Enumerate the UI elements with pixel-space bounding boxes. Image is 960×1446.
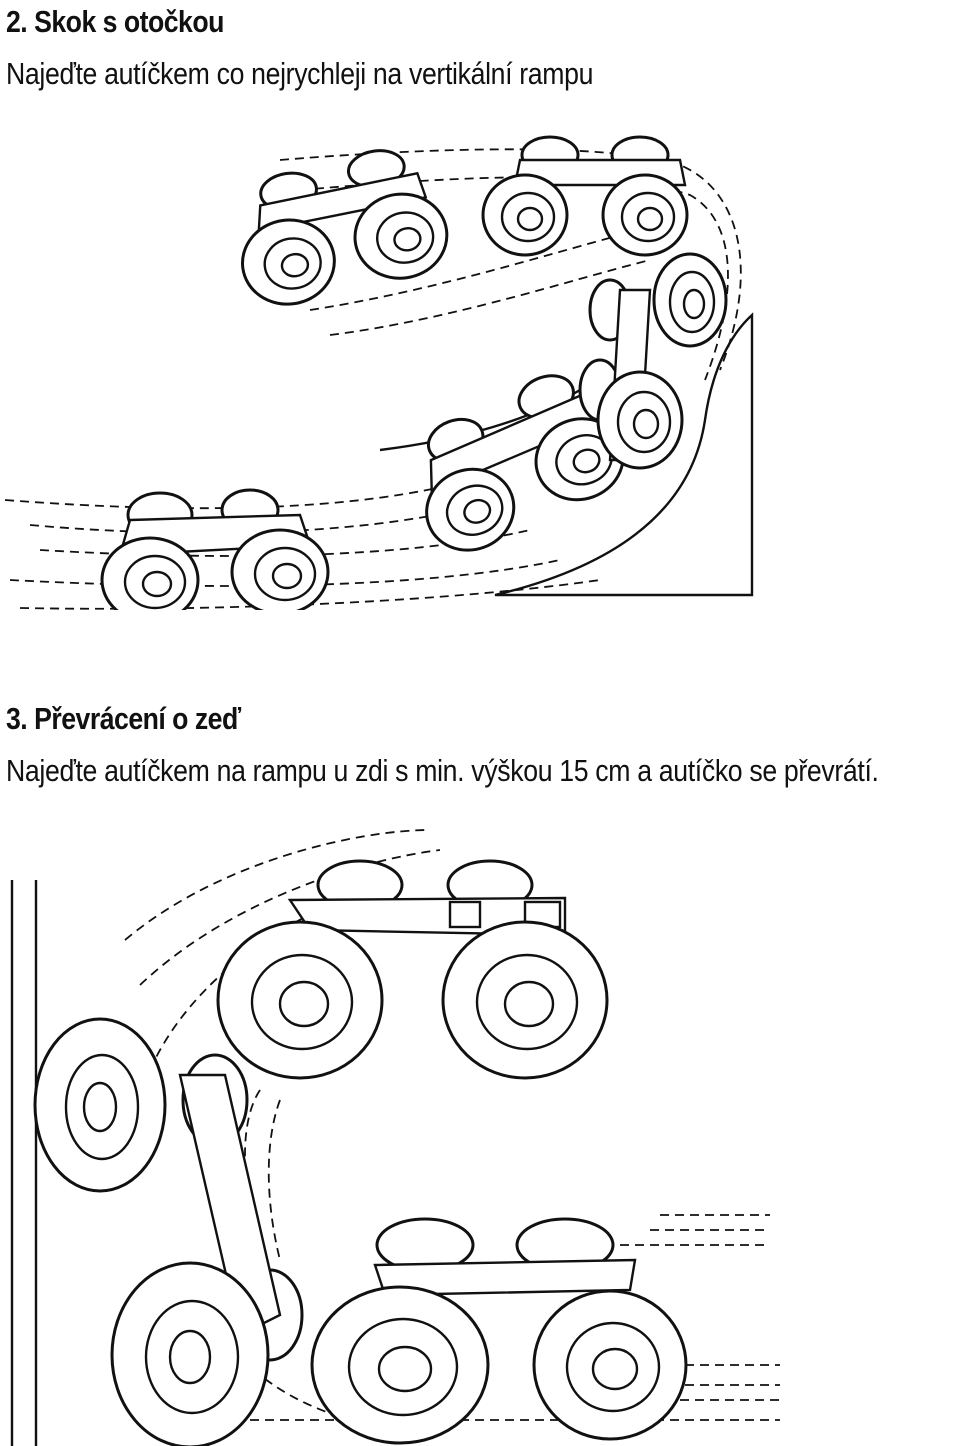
- truck-position-bottom: [312, 1219, 686, 1443]
- section-title: 3. Převrácení o zeď: [6, 701, 241, 736]
- truck-position-wall: [35, 1019, 302, 1446]
- truck-position-5: [229, 143, 453, 310]
- truck-position-4: [483, 137, 687, 255]
- monster-truck-wall-flip-illustration: [0, 820, 960, 1446]
- section-wall-flip: [0, 695, 960, 1446]
- monster-truck-ramp-jump-illustration: [0, 120, 960, 610]
- truck-position-3: [580, 254, 726, 468]
- section-spin-jump: [0, 0, 960, 640]
- section-description: Najeďte autíčkem na rampu u zdi s min. výškou 15 cm a autíčko se převrátí.: [6, 753, 879, 788]
- section-description: Najeďte autíčkem co nejrychleji na vertikální rampu: [6, 56, 594, 91]
- truck-position-top: [218, 861, 607, 1078]
- section-title: 2. Skok s otočkou: [6, 4, 224, 39]
